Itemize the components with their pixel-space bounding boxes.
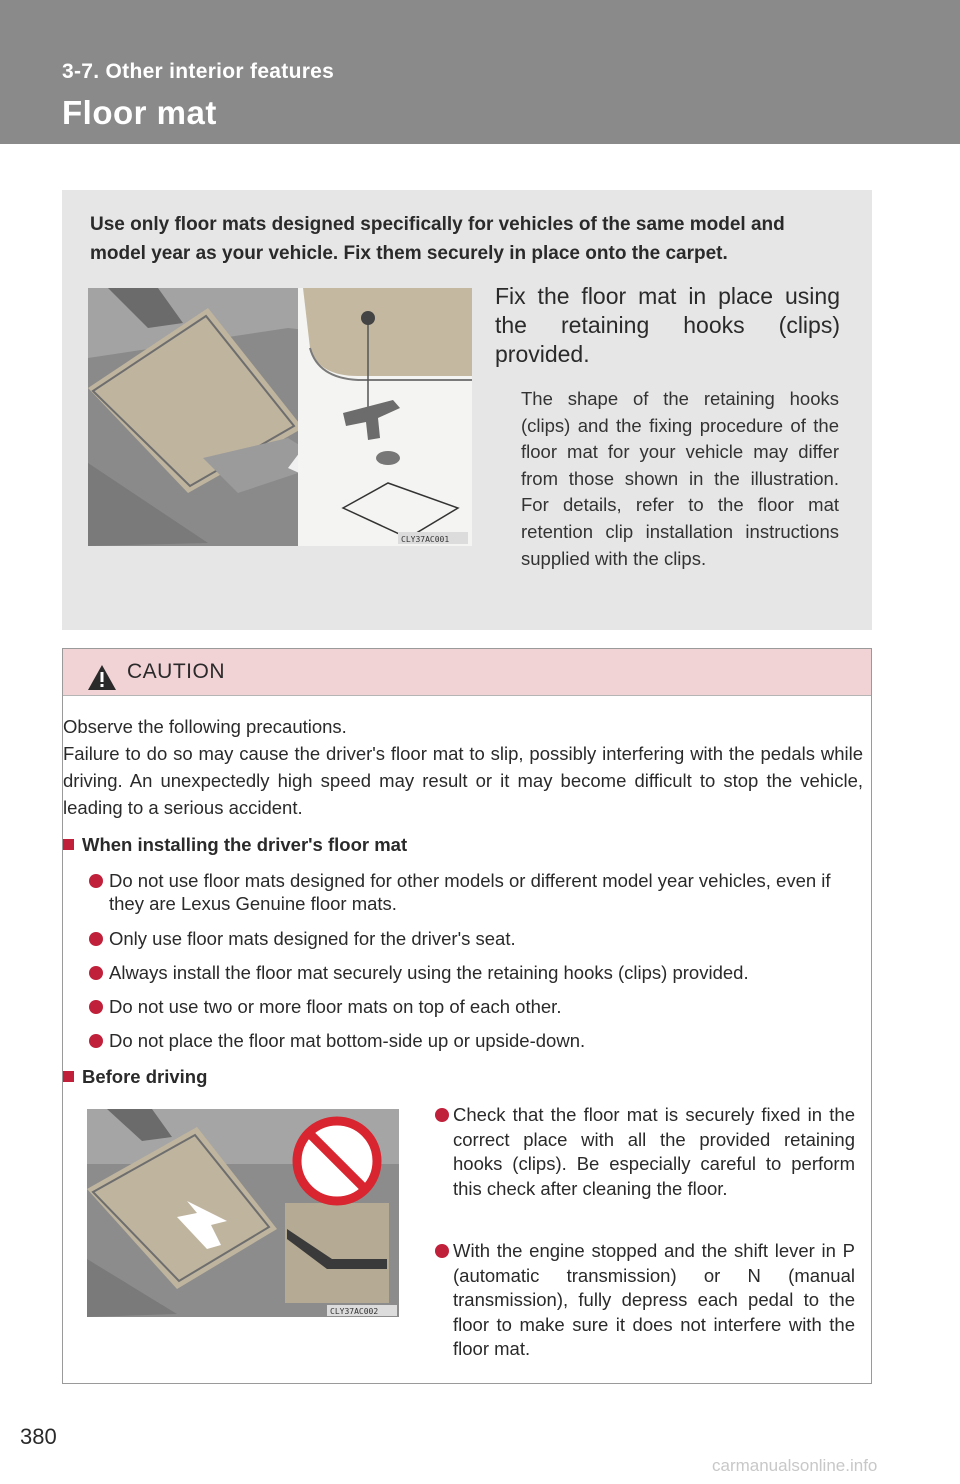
bullet-dot-icon <box>89 966 103 980</box>
caution-intro: Observe the following precautions. Failure to do so may cause the driver's floor mat to slip, possibly interfering with the pedals while driving. An unexpectedly high speed may result or it may become difficult to stop the vehicle, leading to a serious accident. <box>63 716 863 818</box>
shape-note: The shape of the retaining hooks (clips) and the fixing procedure of the floor mat for your vehicle may differ from those shown in the illustration. For details, refer to the floor mat retention clip installation instructions supplied with the clips. <box>521 388 839 569</box>
bullet-dot-icon <box>89 1034 103 1048</box>
floor-mat-illustration <box>88 288 472 546</box>
list-item: Do not use two or more floor mats on top of each other. <box>109 995 869 1018</box>
list-item: Check that the floor mat is securely fixed in the correct place with all the provided retaining hooks (clips). Be especially careful to perform this check after cleaning the floor. <box>453 1103 855 1201</box>
square-bullet-icon <box>63 1071 74 1082</box>
list-item: Always install the floor mat securely using the retaining hooks (clips) provided. <box>109 961 869 984</box>
bullet-dot-icon <box>89 1000 103 1014</box>
section1-heading-text: When installing the driver's floor mat <box>82 834 408 855</box>
list-item: Only use floor mats designed for the driver's seat. <box>109 927 869 950</box>
list-item: Do not use floor mats designed for other models or different model year vehicles, even if they are Lexus Genuine floor mats. <box>109 869 869 915</box>
image-code-1: CLY37AC001 <box>401 535 450 544</box>
caution-title: CAUTION <box>127 660 225 683</box>
page-title: Floor mat <box>62 94 217 131</box>
intro-lead-text: Use only floor mats designed specifically for vehicles of the same model and model year as your vehicle. Fix them securely in place onto the carpet. <box>90 214 785 264</box>
caution-header <box>63 649 871 696</box>
page-header <box>0 0 960 144</box>
bullet-dot-icon <box>435 1244 449 1258</box>
caution-box <box>62 648 872 1384</box>
image-code-2: CLY37AC002 <box>330 1307 379 1316</box>
intro-box <box>62 190 872 630</box>
warning-triangle-icon <box>87 664 117 691</box>
list-item: With the engine stopped and the shift lever in P (automatic transmission) or N (manual transmission), fully depress each pedal to the floor to make sure it does not interfere with the floor mat. <box>453 1239 855 1362</box>
watermark: carmanualsonline.info <box>712 1456 878 1475</box>
section-heading-installing <box>63 831 407 858</box>
section-heading-before-driving <box>63 1063 207 1090</box>
bullet-dot-icon <box>89 932 103 946</box>
section2-heading-text: Before driving <box>82 1066 208 1087</box>
fix-instruction: Fix the floor mat in place using the retaining hooks (clips) provided. <box>495 283 840 367</box>
bullet-dot-icon <box>89 874 103 888</box>
section-label: 3-7. Other interior features <box>62 60 335 83</box>
square-bullet-icon <box>63 839 74 850</box>
page-number: 380 <box>20 1424 57 1449</box>
floor-mat-prohibited-illustration <box>87 1109 399 1317</box>
list-item: Do not place the floor mat bottom-side up or upside-down. <box>109 1029 869 1052</box>
bullet-dot-icon <box>435 1108 449 1122</box>
